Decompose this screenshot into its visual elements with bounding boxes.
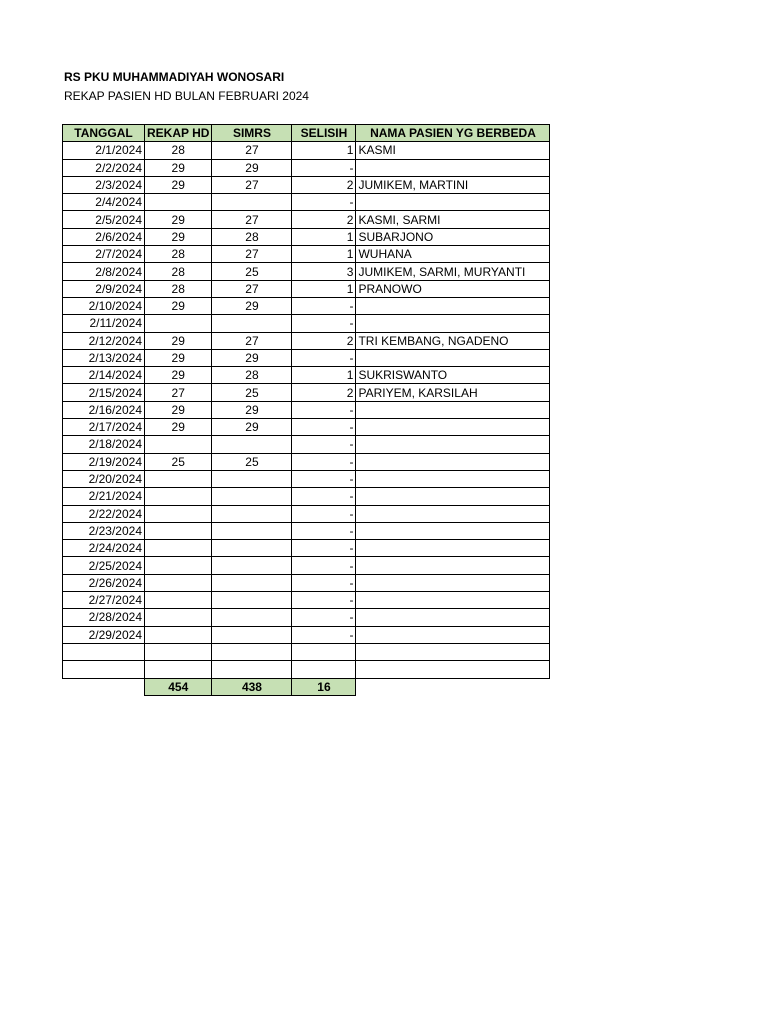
cell-rekap-hd: 29: [145, 176, 212, 193]
cell-selisih: 1: [292, 367, 356, 384]
cell-simrs: [212, 315, 292, 332]
cell-selisih: 2: [292, 176, 356, 193]
rekap-table: [62, 124, 550, 696]
cell-tanggal: 2/6/2024: [63, 228, 145, 245]
header-simrs: SIMRS: [212, 125, 292, 142]
cell-simrs: 27: [212, 142, 292, 159]
cell-nama-pasien: [356, 470, 550, 487]
cell-nama-pasien: WUHANA: [356, 246, 550, 263]
cell-nama-pasien: [356, 557, 550, 574]
cell-selisih: -: [292, 540, 356, 557]
header-nama-pasien: NAMA PASIEN YG BERBEDA: [356, 125, 550, 142]
cell-rekap-hd: 29: [145, 332, 212, 349]
cell-selisih: -: [292, 522, 356, 539]
cell-nama-pasien: KASMI: [356, 142, 550, 159]
cell-rekap-hd: 28: [145, 280, 212, 297]
cell-selisih: 1: [292, 142, 356, 159]
table-row: [63, 419, 550, 436]
cell-simrs: [212, 592, 292, 609]
cell-tanggal: 2/8/2024: [63, 263, 145, 280]
cell-selisih: -: [292, 401, 356, 418]
cell-simrs: 27: [212, 211, 292, 228]
cell-rekap-hd: 29: [145, 349, 212, 366]
cell-selisih: 2: [292, 384, 356, 401]
table-row: [63, 470, 550, 487]
totals-spacer: [63, 678, 145, 695]
cell-rekap-hd: 29: [145, 367, 212, 384]
cell-selisih: -: [292, 453, 356, 470]
table-row: [63, 488, 550, 505]
table-row: [63, 194, 550, 211]
cell-tanggal: 2/24/2024: [63, 540, 145, 557]
table-row: [63, 522, 550, 539]
table-row: [63, 505, 550, 522]
cell-simrs: 27: [212, 332, 292, 349]
cell-tanggal: 2/1/2024: [63, 142, 145, 159]
cell-nama-pasien: [356, 522, 550, 539]
cell-rekap-hd: [145, 626, 212, 643]
cell-nama-pasien: [356, 592, 550, 609]
cell-selisih: -: [292, 609, 356, 626]
cell-tanggal: 2/23/2024: [63, 522, 145, 539]
document-title: RS PKU MUHAMMADIYAH WONOSARI: [64, 70, 285, 84]
cell-rekap-hd: 29: [145, 228, 212, 245]
cell-tanggal: 2/10/2024: [63, 297, 145, 314]
cell-selisih: -: [292, 488, 356, 505]
table-row: [63, 332, 550, 349]
cell-nama-pasien: [356, 505, 550, 522]
cell-rekap-hd: [145, 592, 212, 609]
cell-simrs: [212, 609, 292, 626]
cell-selisih: [292, 643, 356, 660]
cell-tanggal: 2/29/2024: [63, 626, 145, 643]
table-row: [63, 349, 550, 366]
cell-nama-pasien: [356, 159, 550, 176]
cell-rekap-hd: [145, 194, 212, 211]
cell-simrs: 29: [212, 419, 292, 436]
cell-tanggal: 2/25/2024: [63, 557, 145, 574]
cell-selisih: -: [292, 436, 356, 453]
cell-selisih: -: [292, 557, 356, 574]
cell-nama-pasien: JUMIKEM, SARMI, MURYANTI: [356, 263, 550, 280]
cell-tanggal: 2/9/2024: [63, 280, 145, 297]
cell-simrs: [212, 643, 292, 660]
cell-rekap-hd: 29: [145, 159, 212, 176]
table-row: [63, 159, 550, 176]
cell-selisih: -: [292, 505, 356, 522]
cell-simrs: 29: [212, 297, 292, 314]
cell-simrs: 25: [212, 384, 292, 401]
cell-tanggal: 2/26/2024: [63, 574, 145, 591]
cell-simrs: 27: [212, 246, 292, 263]
totals-row: [63, 678, 550, 695]
cell-selisih: -: [292, 194, 356, 211]
cell-simrs: [212, 505, 292, 522]
cell-rekap-hd: [145, 470, 212, 487]
cell-simrs: [212, 522, 292, 539]
cell-tanggal: 2/20/2024: [63, 470, 145, 487]
cell-tanggal: 2/15/2024: [63, 384, 145, 401]
cell-tanggal: 2/22/2024: [63, 505, 145, 522]
cell-selisih: -: [292, 349, 356, 366]
cell-selisih: 1: [292, 228, 356, 245]
table-row: [63, 540, 550, 557]
cell-tanggal: 2/13/2024: [63, 349, 145, 366]
header-rekap-hd: REKAP HD: [145, 125, 212, 142]
table-row: [63, 367, 550, 384]
cell-nama-pasien: [356, 661, 550, 678]
cell-rekap-hd: [145, 661, 212, 678]
cell-rekap-hd: [145, 315, 212, 332]
cell-simrs: [212, 470, 292, 487]
header-row: [63, 125, 550, 142]
cell-tanggal: [63, 643, 145, 660]
total-rekap-hd: 454: [145, 678, 212, 695]
cell-rekap-hd: [145, 522, 212, 539]
cell-nama-pasien: [356, 643, 550, 660]
cell-simrs: 29: [212, 401, 292, 418]
cell-tanggal: 2/7/2024: [63, 246, 145, 263]
cell-selisih: -: [292, 315, 356, 332]
cell-simrs: 27: [212, 176, 292, 193]
totals-spacer-right: [356, 678, 550, 695]
cell-selisih: -: [292, 419, 356, 436]
table-body: [63, 142, 550, 678]
cell-rekap-hd: 29: [145, 211, 212, 228]
cell-simrs: 25: [212, 453, 292, 470]
total-simrs: 438: [212, 678, 292, 695]
table-row: [63, 280, 550, 297]
cell-tanggal: 2/28/2024: [63, 609, 145, 626]
cell-simrs: 28: [212, 367, 292, 384]
cell-tanggal: 2/27/2024: [63, 592, 145, 609]
cell-nama-pasien: [356, 609, 550, 626]
document-subtitle: REKAP PASIEN HD BULAN FEBRUARI 2024: [64, 89, 309, 103]
cell-nama-pasien: JUMIKEM, MARTINI: [356, 176, 550, 193]
cell-rekap-hd: 28: [145, 263, 212, 280]
cell-selisih: -: [292, 592, 356, 609]
table-row: [63, 211, 550, 228]
cell-rekap-hd: 29: [145, 401, 212, 418]
cell-rekap-hd: [145, 609, 212, 626]
table-row: [63, 142, 550, 159]
cell-nama-pasien: SUBARJONO: [356, 228, 550, 245]
cell-nama-pasien: [356, 540, 550, 557]
cell-simrs: [212, 661, 292, 678]
cell-nama-pasien: TRI KEMBANG, NGADENO: [356, 332, 550, 349]
table-footer: [63, 678, 550, 695]
table-row: [63, 453, 550, 470]
cell-rekap-hd: 28: [145, 142, 212, 159]
cell-selisih: -: [292, 626, 356, 643]
table-row: [63, 609, 550, 626]
cell-tanggal: 2/16/2024: [63, 401, 145, 418]
cell-selisih: 3: [292, 263, 356, 280]
cell-tanggal: 2/17/2024: [63, 419, 145, 436]
cell-selisih: 2: [292, 332, 356, 349]
header-selisih: SELISIH: [292, 125, 356, 142]
cell-tanggal: 2/19/2024: [63, 453, 145, 470]
table-row: [63, 592, 550, 609]
cell-rekap-hd: [145, 488, 212, 505]
cell-nama-pasien: PARIYEM, KARSILAH: [356, 384, 550, 401]
cell-nama-pasien: [356, 401, 550, 418]
cell-rekap-hd: [145, 643, 212, 660]
table-row: [63, 626, 550, 643]
table-row: [63, 436, 550, 453]
cell-rekap-hd: 29: [145, 297, 212, 314]
table-row: [63, 384, 550, 401]
table-row: [63, 176, 550, 193]
table-header: [63, 125, 550, 142]
header-tanggal: TANGGAL: [63, 125, 145, 142]
cell-nama-pasien: [356, 626, 550, 643]
cell-nama-pasien: [356, 194, 550, 211]
cell-rekap-hd: [145, 540, 212, 557]
cell-simrs: 29: [212, 159, 292, 176]
cell-simrs: [212, 626, 292, 643]
cell-nama-pasien: SUKRISWANTO: [356, 367, 550, 384]
cell-rekap-hd: [145, 557, 212, 574]
cell-selisih: -: [292, 574, 356, 591]
cell-tanggal: 2/11/2024: [63, 315, 145, 332]
cell-nama-pasien: [356, 574, 550, 591]
cell-rekap-hd: 25: [145, 453, 212, 470]
cell-tanggal: [63, 661, 145, 678]
cell-tanggal: 2/18/2024: [63, 436, 145, 453]
cell-tanggal: 2/12/2024: [63, 332, 145, 349]
table-row: [63, 557, 550, 574]
cell-simrs: 27: [212, 280, 292, 297]
cell-selisih: 2: [292, 211, 356, 228]
cell-tanggal: 2/2/2024: [63, 159, 145, 176]
cell-tanggal: 2/21/2024: [63, 488, 145, 505]
table-row: [63, 643, 550, 660]
cell-rekap-hd: 27: [145, 384, 212, 401]
cell-simrs: 29: [212, 349, 292, 366]
table-row: [63, 246, 550, 263]
cell-simrs: [212, 540, 292, 557]
cell-selisih: -: [292, 159, 356, 176]
cell-nama-pasien: [356, 453, 550, 470]
cell-simrs: [212, 488, 292, 505]
cell-tanggal: 2/3/2024: [63, 176, 145, 193]
table-row: [63, 661, 550, 678]
table-row: [63, 401, 550, 418]
cell-nama-pasien: [356, 349, 550, 366]
cell-selisih: -: [292, 470, 356, 487]
table-row: [63, 315, 550, 332]
cell-nama-pasien: [356, 488, 550, 505]
total-selisih: 16: [292, 678, 356, 695]
cell-simrs: [212, 574, 292, 591]
cell-rekap-hd: 28: [145, 246, 212, 263]
table-row: [63, 297, 550, 314]
cell-nama-pasien: PRANOWO: [356, 280, 550, 297]
table-row: [63, 574, 550, 591]
cell-rekap-hd: [145, 505, 212, 522]
table-row: [63, 263, 550, 280]
cell-nama-pasien: [356, 419, 550, 436]
cell-simrs: [212, 194, 292, 211]
cell-rekap-hd: [145, 574, 212, 591]
cell-simrs: [212, 557, 292, 574]
cell-nama-pasien: KASMI, SARMI: [356, 211, 550, 228]
cell-selisih: [292, 661, 356, 678]
cell-selisih: 1: [292, 246, 356, 263]
cell-tanggal: 2/5/2024: [63, 211, 145, 228]
cell-simrs: [212, 436, 292, 453]
cell-nama-pasien: [356, 436, 550, 453]
cell-nama-pasien: [356, 297, 550, 314]
cell-rekap-hd: [145, 436, 212, 453]
cell-simrs: 28: [212, 228, 292, 245]
cell-rekap-hd: 29: [145, 419, 212, 436]
cell-nama-pasien: [356, 315, 550, 332]
cell-selisih: 1: [292, 280, 356, 297]
table-row: [63, 228, 550, 245]
cell-simrs: 25: [212, 263, 292, 280]
cell-tanggal: 2/14/2024: [63, 367, 145, 384]
cell-selisih: -: [292, 297, 356, 314]
cell-tanggal: 2/4/2024: [63, 194, 145, 211]
